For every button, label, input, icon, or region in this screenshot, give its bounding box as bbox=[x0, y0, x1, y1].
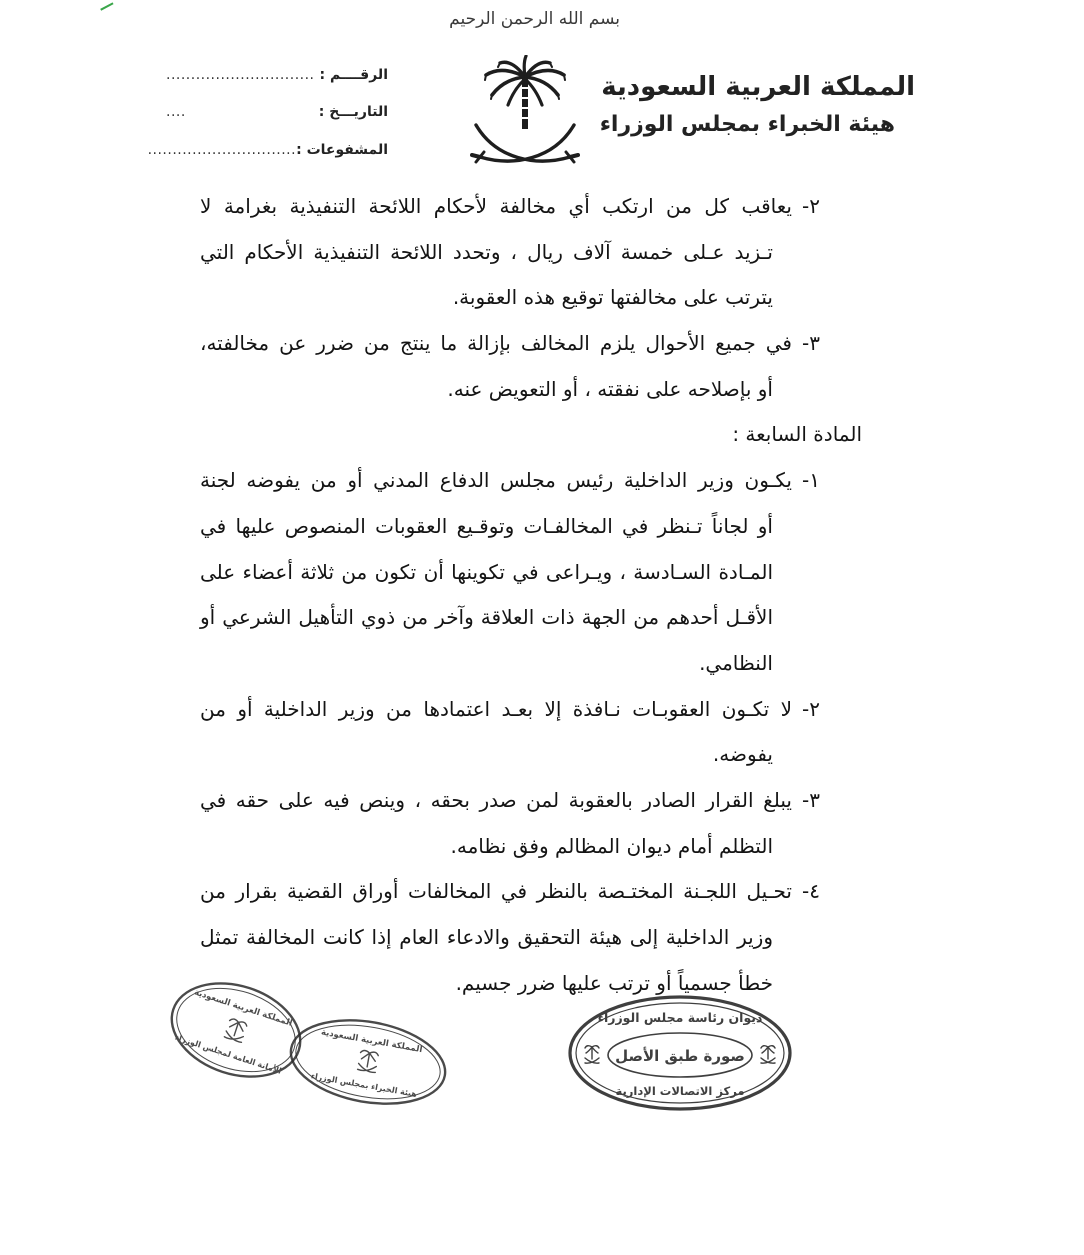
clause-number: ٤- bbox=[802, 879, 820, 904]
reference-attachments-label: المشفوعات : bbox=[296, 141, 388, 158]
clause-item bbox=[200, 687, 820, 778]
clause-line: يترتب على مخالفتها توقيع هذه العقوبة. bbox=[452, 285, 773, 310]
clause-text: يعاقب كل من ارتكب أي مخالفة لأحكام اللائحة التنفيذية بغرامة لا bbox=[200, 194, 792, 218]
clause-number: ٣- bbox=[802, 787, 820, 812]
clause-line: المـادة السـادسة ، ويـراعى في تكوينها أن تكون من ثلاثة أعضاء على bbox=[200, 559, 773, 584]
clause-line: أو بإصلاحه على نفقته ، أو التعويض عنه. bbox=[447, 376, 773, 401]
reference-date-value: .... bbox=[166, 104, 186, 121]
clause-line: النظامي. bbox=[699, 650, 773, 675]
stamp-emblem-icon bbox=[585, 1046, 599, 1063]
stamp-text: الأمانة العامة لمجلس الوزراء bbox=[173, 1032, 283, 1076]
clause-number: ٢- bbox=[802, 194, 820, 218]
clause-item bbox=[200, 321, 820, 412]
clause-line: خطأ جسمياً أو ترتب عليها ضرر جسيم. bbox=[455, 970, 773, 995]
clause-text: في جميع الأحوال يلزم المخالف بإزالة ما ينتج من ضرر عن مخالفته، bbox=[200, 331, 792, 356]
stamp-experts-commission bbox=[284, 1009, 452, 1115]
clause-first-line bbox=[200, 778, 820, 824]
letterhead-agency: هيئة الخبراء بمجلس الوزراء bbox=[599, 112, 895, 137]
reference-number-label: الرقــــم : bbox=[319, 66, 388, 83]
stamp-text: هيئة الخبراء بمجلس الوزراء bbox=[310, 1071, 418, 1099]
stamp-true-copy bbox=[570, 997, 790, 1109]
clause-line: الأقـل أحدهم من الجهة ذات العلاقة وآخر من ذوي التأهيل الشرعي أو bbox=[200, 605, 773, 630]
clause-line: تـزيد عـلى خمسة آلاف ريال ، وتحدد اللائحة التنفيذية الأحكام التي bbox=[200, 239, 773, 264]
clause-line: التظلم أمام ديوان المظالم وفق نظامه. bbox=[450, 833, 773, 858]
clause-text: يبلغ القرار الصادر بالعقوبة لمن صدر بحقه ، وينص فيه على حقه في bbox=[200, 787, 792, 812]
stamp-text: المملكة العربية السعودية bbox=[320, 1027, 424, 1056]
stamp-emblem-icon bbox=[761, 1046, 775, 1063]
crossed-swords-icon bbox=[472, 125, 578, 162]
clause-item bbox=[200, 184, 820, 321]
clause-text: يكـون وزير الداخلية رئيس مجلس الدفاع المدني أو من يفوضه لجنة bbox=[200, 468, 792, 493]
clause-first-line bbox=[200, 458, 820, 504]
official-stamps bbox=[150, 970, 810, 1130]
clause-first-line bbox=[200, 687, 820, 733]
stamp-general-secretariat bbox=[160, 970, 313, 1092]
document-body bbox=[200, 184, 862, 1006]
clause-first-line bbox=[200, 321, 820, 367]
clause-number: ١- bbox=[802, 468, 820, 493]
clause-text: تحـيل اللجـنة المختـصة بالنظر في المخالفات أوراق القضية بقرار من bbox=[200, 879, 792, 904]
stamp-text: المملكة العربية السعودية bbox=[192, 987, 294, 1029]
stamp-emblem-icon bbox=[358, 1050, 379, 1073]
clause-text: لا تكـون العقوبـات نـافذة إلا بعـد اعتمادها من وزير الداخلية أو من bbox=[200, 696, 792, 721]
article-heading: المادة السابعة : bbox=[732, 422, 862, 447]
reference-attachments-value: .............................. bbox=[147, 141, 297, 158]
reference-number-value: .............................. bbox=[166, 66, 315, 83]
reference-date-label: التاريـــخ : bbox=[318, 104, 388, 121]
reference-fields bbox=[147, 56, 388, 169]
clause-line: وزير الداخلية إلى هيئة التحقيق والادعاء العام إذا كانت المخالفة تمثل bbox=[200, 925, 773, 949]
bismillah-heading: بسم الله الرحمن الرحيم bbox=[449, 9, 620, 29]
clause-number: ٢- bbox=[802, 696, 820, 721]
palm-and-swords-emblem-icon bbox=[470, 55, 580, 175]
clause-item bbox=[200, 778, 820, 869]
stamp-emblem-icon bbox=[224, 1018, 247, 1043]
reference-attachments-row bbox=[147, 131, 388, 169]
clause-number: ٣- bbox=[802, 331, 820, 356]
reference-number-row bbox=[166, 56, 388, 94]
stamp-text: صورة طبق الأصل bbox=[615, 1047, 745, 1065]
clause-first-line bbox=[200, 869, 820, 915]
clause-item bbox=[200, 458, 820, 686]
reference-date-row bbox=[166, 94, 388, 132]
scan-edge-mark bbox=[96, 0, 113, 11]
stamp-text: ديوان رئاسة مجلس الوزراء bbox=[597, 1010, 763, 1025]
clause-first-line bbox=[200, 184, 820, 230]
clause-line: يفوضه. bbox=[712, 742, 773, 767]
letterhead-country: المملكة العربية السعودية bbox=[601, 72, 915, 102]
clause-line: أو لجاناً تـنظر في المخالفـات وتوقـيع العقوبات المنصوص عليها في bbox=[200, 513, 773, 538]
stamp-text: مركز الاتصالات الإدارية bbox=[615, 1084, 745, 1098]
